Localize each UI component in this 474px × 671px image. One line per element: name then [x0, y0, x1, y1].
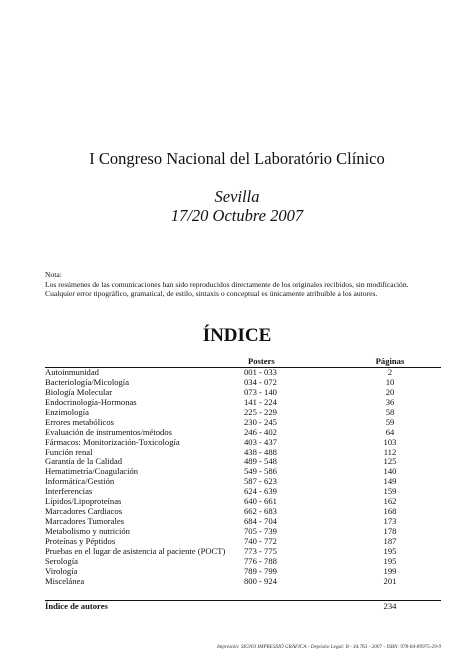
row-posters: 141 - 224 [244, 396, 277, 407]
row-posters: 225 - 229 [244, 406, 277, 417]
imprint-line: Impresión: SIGNO IMPRESSIÓ GRÀFICA - Depósito Legal: B - 44.763 - 2007 - ISBN: 978-84-89975-29-9 [216, 644, 441, 650]
row-section: Errores metabólicos [45, 416, 114, 427]
row-section: Lípidos/Lipoproteínas [45, 496, 122, 507]
index-table [45, 356, 441, 587]
row-posters: 246 - 402 [244, 426, 277, 437]
row-posters: 789 - 799 [244, 565, 277, 576]
editorial-note [45, 270, 445, 299]
row-posters: 740 - 772 [244, 535, 277, 546]
authors-index-block [45, 600, 441, 612]
congress-city: Sevilla [214, 187, 260, 206]
table-body [45, 368, 441, 587]
authors-index-page: 234 [383, 601, 397, 611]
row-section: Endocrinología-Hormonas [45, 396, 137, 407]
row-posters: 684 - 704 [244, 516, 277, 527]
row-posters: 489 - 548 [244, 456, 277, 467]
row-posters: 640 - 661 [244, 496, 277, 507]
row-pages: 162 [383, 496, 397, 507]
row-pages: 2 [387, 367, 393, 377]
row-pages: 178 [383, 526, 397, 536]
row-section: Virología [45, 565, 78, 576]
row-section: Pruebas en el lugar de asistencia al paciente (POCT) [45, 545, 226, 556]
row-posters: 587 - 623 [244, 476, 277, 487]
row-section: Función renal [45, 446, 93, 457]
row-posters: 549 - 586 [244, 466, 277, 477]
row-section: Marcadores Cardiacos [45, 506, 123, 517]
row-section: Biología Molecular [45, 386, 113, 397]
row-posters: 773 - 775 [244, 545, 277, 556]
row-section: Enzimología [45, 406, 89, 417]
row-posters: 624 - 639 [244, 486, 277, 497]
table-row [45, 477, 441, 487]
row-pages: 59 [385, 416, 395, 427]
row-pages: 58 [385, 406, 395, 417]
row-pages: 140 [383, 466, 397, 477]
table-row [45, 557, 441, 567]
row-pages: 173 [383, 516, 397, 527]
row-pages: 20 [385, 386, 395, 397]
row-section: Miscelánea [45, 575, 85, 586]
row-pages: 187 [383, 535, 397, 546]
row-section: Autoinmunidad [45, 367, 99, 377]
row-section: Garantía de la Calidad [45, 456, 123, 467]
authors-index-row [45, 601, 441, 612]
row-pages: 195 [383, 545, 397, 556]
table-header [45, 356, 441, 367]
row-section: Marcadores Tumorales [45, 516, 125, 527]
row-posters: 705 - 739 [244, 526, 277, 536]
row-section: Bacteriología/Micología [45, 376, 130, 387]
row-section: Informática/Gestión [45, 476, 115, 487]
note-label: Nota: [45, 270, 62, 279]
row-pages: 195 [383, 555, 397, 566]
row-section: Serología [45, 555, 78, 566]
table-row [45, 577, 441, 587]
row-posters: 230 - 245 [244, 416, 277, 427]
authors-index-label: Índice de autores [45, 601, 108, 611]
index-heading: ÍNDICE [202, 325, 272, 346]
row-pages: 168 [383, 506, 397, 517]
note-line: Los resúmenes de las comunicaciones han sido reproducidos directamente de los originales recibidos, sin modificación. [45, 279, 409, 289]
row-posters: 776 - 788 [244, 555, 277, 566]
row-pages: 149 [383, 476, 397, 487]
table-row [45, 547, 441, 557]
row-pages: 64 [385, 426, 395, 437]
row-section: Proteínas y Péptidos [45, 535, 116, 546]
row-pages: 10 [385, 376, 395, 387]
row-section: Metabolismo y nutrición [45, 526, 130, 536]
row-section: Interferencias [45, 486, 93, 497]
row-posters: 662 - 683 [244, 506, 277, 517]
table-row [45, 438, 441, 448]
row-pages: 159 [383, 486, 397, 497]
table-row [45, 398, 441, 408]
row-section: Hematimetría/Coagulación [45, 466, 139, 477]
congress-title: I Congreso Nacional del Laboratório Clínico [89, 149, 385, 168]
header-posters: Posters [248, 356, 275, 366]
table-row [45, 567, 441, 577]
row-pages: 199 [383, 565, 397, 576]
header-pages: Páginas [375, 356, 405, 366]
row-posters: 403 - 437 [244, 436, 277, 447]
row-pages: 125 [383, 456, 397, 467]
row-pages: 201 [383, 575, 397, 586]
row-section: Fármacos: Monitorización-Toxicología [45, 436, 180, 447]
congress-dates: 17/20 Octubre 2007 [170, 206, 304, 225]
row-posters: 073 - 140 [244, 386, 277, 397]
row-posters: 438 - 488 [244, 446, 277, 457]
row-posters: 001 - 033 [244, 367, 277, 377]
row-pages: 36 [385, 396, 395, 407]
row-pages: 103 [383, 436, 397, 447]
row-section: Evaluación de instrumentos/métodos [45, 426, 172, 437]
row-pages: 112 [383, 446, 397, 457]
row-posters: 034 - 072 [244, 376, 277, 387]
note-line: Cualquier error tipográfico, gramatical, de estilo, sintaxis o conceptual es únicamente atribuible a los autores. [45, 289, 378, 299]
row-posters: 800 - 924 [244, 575, 277, 586]
